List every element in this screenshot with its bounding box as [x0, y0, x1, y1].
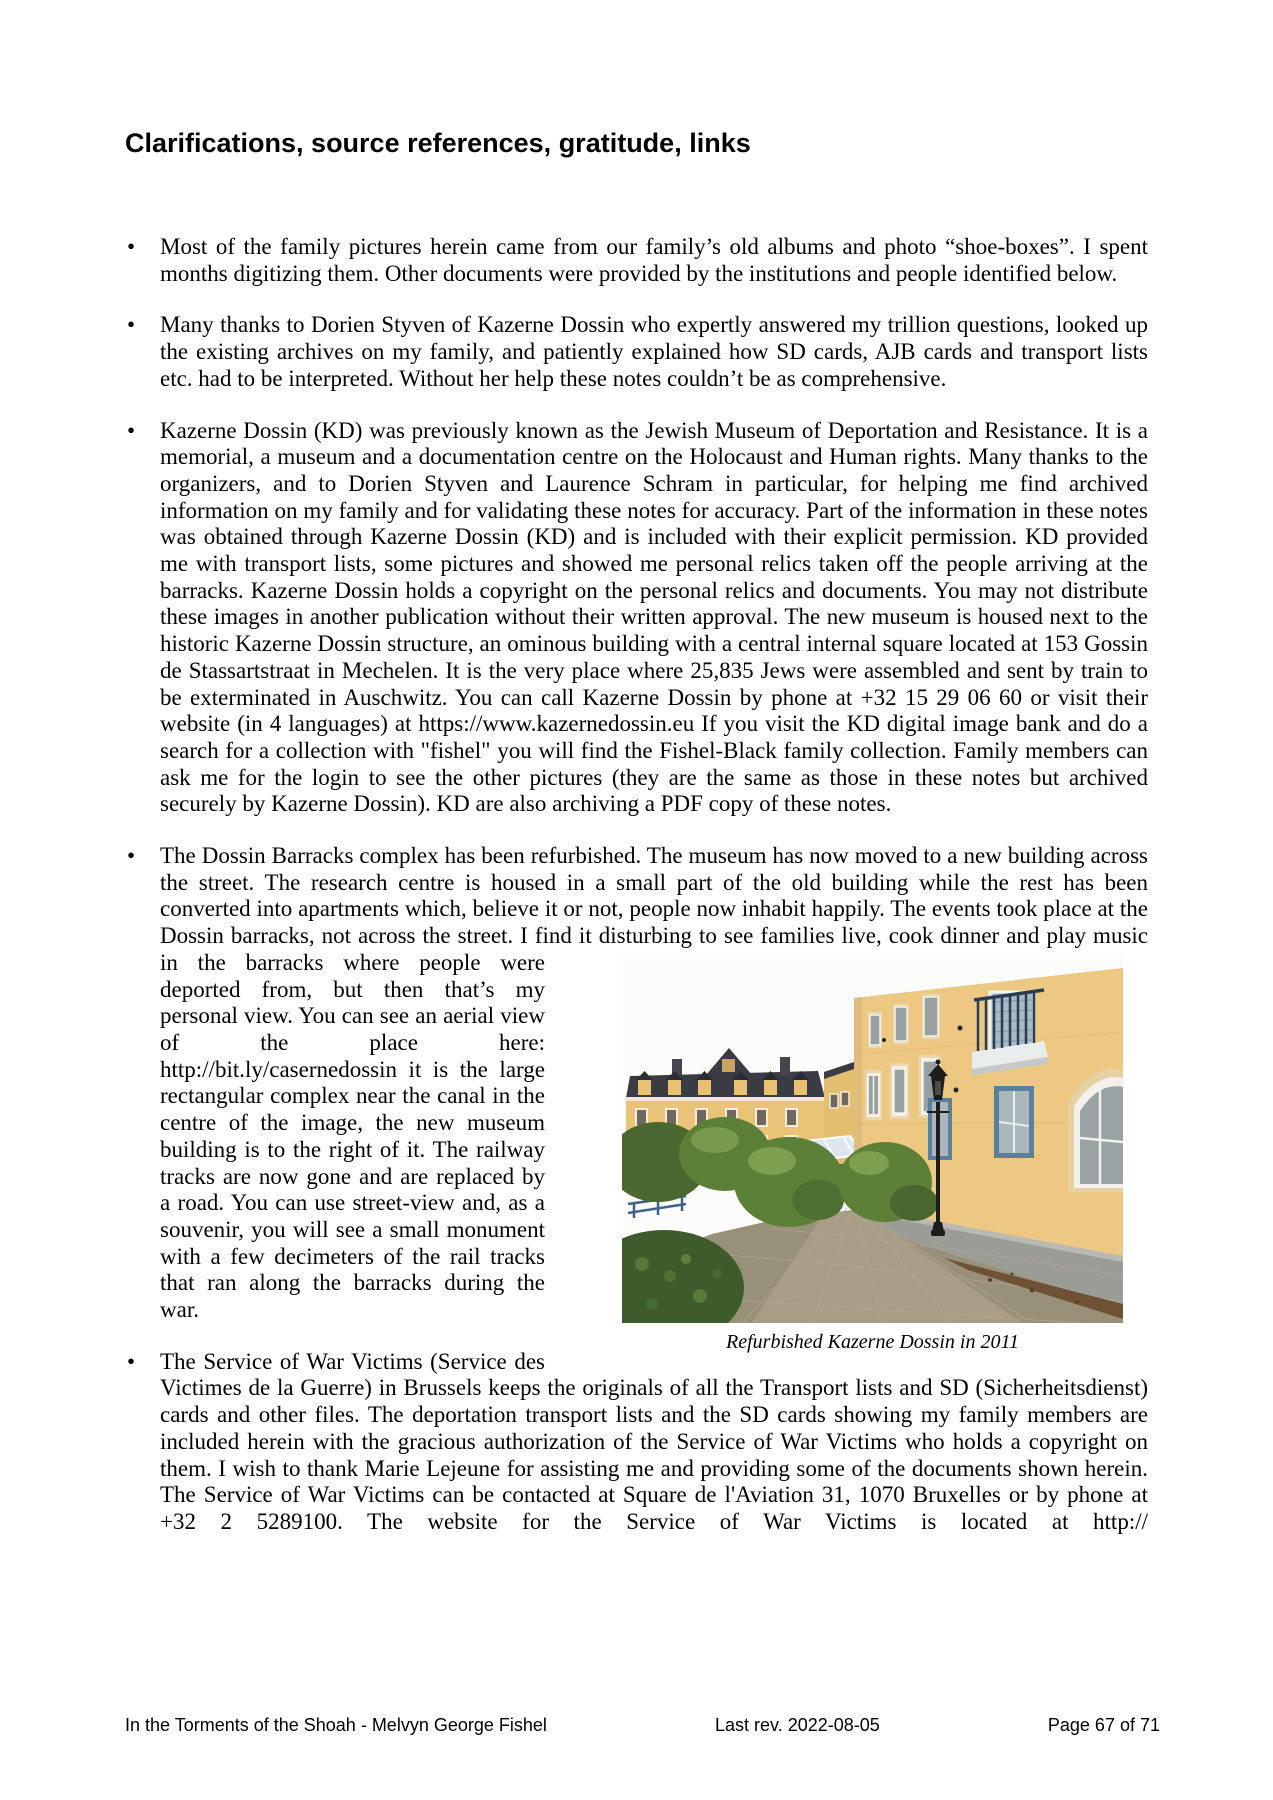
- content-column: [125, 234, 1148, 1561]
- photo-caption: Refurbished Kazerne Dossin in 2011: [726, 1330, 1019, 1353]
- bullet-item: [125, 312, 1148, 392]
- bullet-text: Most of the family pictures herein came from our family’s old albums and photo “shoe-boxes”. I spent months digitizing them. Other documents were provided by the institutions and people identified below.: [160, 234, 1148, 286]
- bullet-item: [125, 234, 1148, 287]
- bullet-marker: •: [127, 234, 136, 259]
- footer-last-rev: Last rev. 2022-08-05: [715, 1715, 880, 1735]
- footer-book-title: In the Torments of the Shoah - Melvyn George Fishel: [125, 1715, 547, 1735]
- bullet-marker: •: [127, 1348, 136, 1374]
- bullet-text: Kazerne Dossin (KD) was previously known as the Jewish Museum of Deportation and Resistance. It is a memorial, a museum and a documentation centre on the Holocaust and Human rights. Many thanks to the organizers, and to Dorien Styven and Laurence Schram in particular, for helping me find archived information on my family and for validating these notes for accuracy. Part of the information in these notes was obtained through Kazerne Dossin (KD) and is included with their explicit permission. KD provided me with transport lists, some pictures and showed me personal relics taken off the people arriving at the barracks. Kazerne Dossin holds a copyright on the personal relics and documents. You may not distribute these images in another publication without their written approval. The new museum is housed next to the historic Kazerne Dossin structure, an ominous building with a central internal square located at 153 Gossin de Stassartstraat in Mechelen. It is the very place where 25,835 Jews were assembled and sent by train to be exterminated in Auschwitz. You can call Kazerne Dossin by phone at +32 15 29 06 60 or visit their website (in 4 languages) at https://www.kazernedossin.eu If you visit the KD digital image bank and do a search for a collection with "fishel" you will find the Fishel-Black family collection. Family members can ask me for the login to see the other pictures (they are the same as those in these notes but archived securely by Kazerne Dossin). KD are also archiving a PDF copy of these notes.: [160, 417, 1148, 817]
- bullet-text: The Dossin Barracks complex has been refurbished. The museum has now moved to a new building across the street. The research centre is housed in a small part of the old building while the rest has been converted into apartments which, believe it or not, people now inhabit happily. The events took place at the Dossin barracks, not across the street. I find it disturbing to see: [160, 843, 1148, 949]
- bullet-marker: •: [127, 312, 136, 338]
- bullet-item: [125, 1349, 1148, 1536]
- bullet-text: Many thanks to Dorien Styven of Kazerne Dossin who expertly answered my trillion questions, looked up the existing archives on my family, and patiently explained how SD cards, AJB cards and transport lists etc. had to be interpreted. Without her help these notes couldn’t be as comprehensive.: [160, 312, 1148, 391]
- footer-page-number: Page 67 of 71: [1047, 1715, 1160, 1735]
- bullet-item: [125, 418, 1148, 819]
- bullet-marker: •: [127, 843, 136, 869]
- bullet-text: families live, cook dinner and play music in the barracks where people were deported from, but then that’s my personal view. You can see an aerial view of the place here: http://bit.ly/casernedossin it is the large rectangular complex near the canal in the centre of the image, the new museum building is to the right of it. The railway tracks are now gone and are replaced by a road. You can use street-view and, as a souvenir, you will see a small monument with a few decimeters of the rail tracks that ran along the barracks during the war.: [160, 923, 1148, 1323]
- bullet-item-with-figure: [125, 843, 1148, 1353]
- page-footer: [125, 1714, 1160, 1736]
- bullet-marker: •: [127, 417, 136, 443]
- page-title: Clarifications, source references, gratitude, links: [125, 128, 751, 158]
- photo-figure: [622, 954, 1123, 1354]
- kazerne-dossin-photo: [622, 954, 1123, 1323]
- bullet-text: The Service of War Victims (Service des Victimes de la Guerre) in Brussels keeps the originals of all the Transport lists and SD (Sicherheitsdienst) cards and other files. The deportation transport lists and the SD cards showing my family members are included herein with the gracious authorization of the Service of War Victims who holds a copyright on them. I wish to thank Marie Lejeune for assisting me and providing some of the documents shown herein. The Service of War Victims can be contacted at Square de l'Aviation 31, 1070 Bruxelles or by phone at +32 2 5289100. The website for the Service of War Victims is located at http://: [160, 1348, 1148, 1534]
